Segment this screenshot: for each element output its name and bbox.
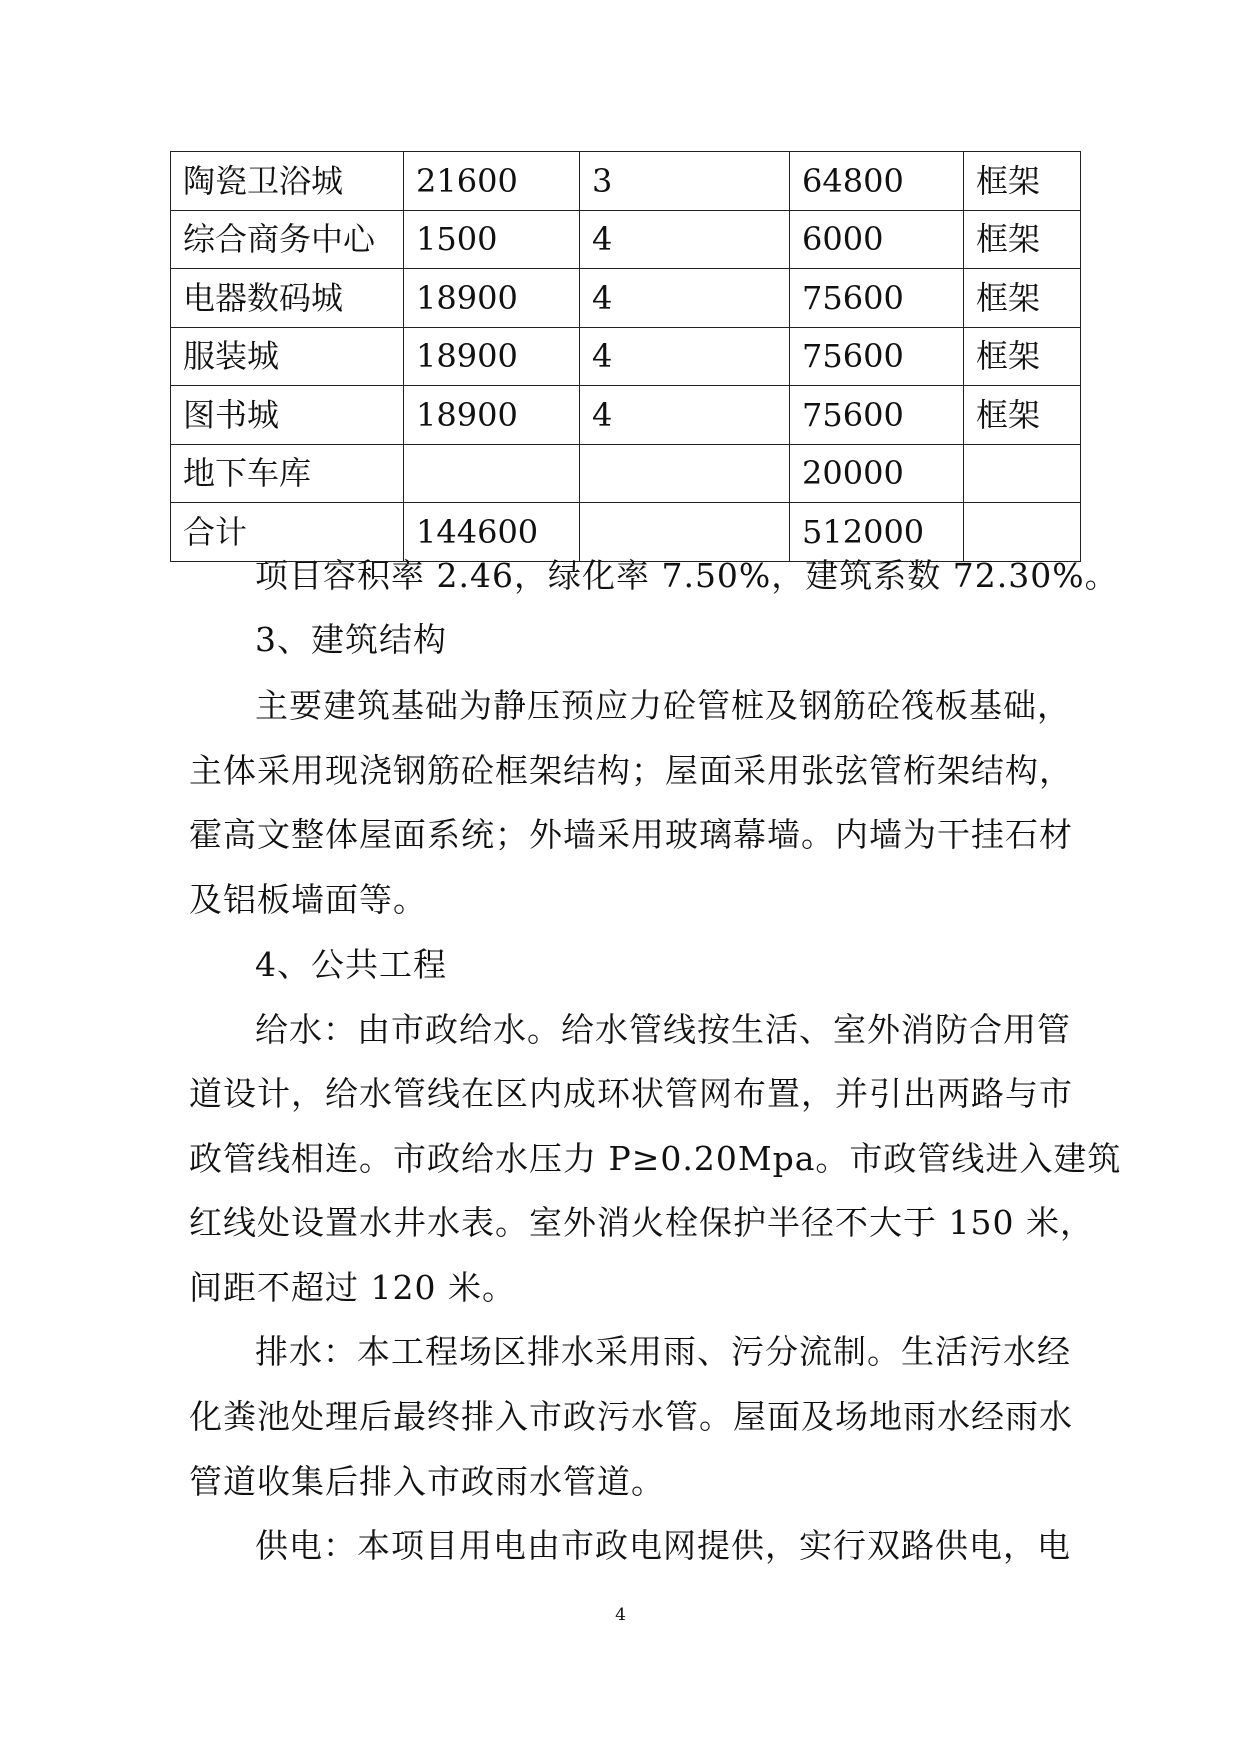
text-line: 霍高文整体屋面系统；外墙采用玻璃幕墙。内墙为干挂石材 [189, 815, 1073, 854]
building-name-cell: 地下车库 [171, 444, 404, 503]
text-line: 红线处设置水井水表。室外消火栓保护半径不大于 150 米， [189, 1203, 1094, 1242]
footprint-area-cell: 1500 [404, 210, 580, 269]
table-row [171, 444, 1081, 503]
table-total-row [171, 503, 1081, 562]
text-line: 及铝板墙面等。 [189, 880, 427, 919]
text-line: 供电：本项目用电由市政电网提供，实行双路供电，电 [255, 1526, 1071, 1565]
floor-area-cell: 75600 [790, 386, 964, 445]
floors-cell: 3 [580, 152, 790, 211]
text-line: 化粪池处理后最终排入市政污水管。屋面及场地雨水经雨水 [189, 1397, 1073, 1436]
text-line: 排水：本工程场区排水采用雨、污分流制。生活污水经 [255, 1332, 1071, 1371]
table-row [171, 327, 1081, 386]
text-line: 管道收集后排入市政雨水管道。 [189, 1462, 665, 1501]
floor-area-cell: 75600 [790, 269, 964, 328]
text-line: 主要建筑基础为静压预应力砼管桩及钢筋砼筏板基础， [255, 686, 1071, 725]
floor-area-cell: 20000 [790, 444, 964, 503]
floors-cell [580, 503, 790, 562]
table-row [171, 152, 1081, 211]
text-line: 主体采用现浇钢筋砼框架结构；屋面采用张弦管桁架结构， [189, 751, 1073, 790]
floor-area-cell: 512000 [790, 503, 964, 562]
footprint-area-cell: 144600 [404, 503, 580, 562]
structure-cell: 框架 [964, 327, 1081, 386]
floors-cell: 4 [580, 386, 790, 445]
text-line: 道设计，给水管线在区内成环状管网布置，并引出两路与市 [189, 1074, 1073, 1113]
table-row [171, 386, 1081, 445]
footprint-area-cell [404, 444, 580, 503]
floors-cell: 4 [580, 210, 790, 269]
building-name-cell: 综合商务中心 [171, 210, 404, 269]
structure-cell: 框架 [964, 210, 1081, 269]
table-row [171, 210, 1081, 269]
floor-area-cell: 75600 [790, 327, 964, 386]
floor-area-cell: 64800 [790, 152, 964, 211]
text-line: 间距不超过 120 米。 [189, 1268, 516, 1307]
building-name-cell: 陶瓷卫浴城 [171, 152, 404, 211]
floor-area-cell: 6000 [790, 210, 964, 269]
floors-cell: 4 [580, 269, 790, 328]
text-line-ratio-summary: 项目容积率 2.46，绿化率 7.50%，建筑系数 72.30%。 [255, 556, 1119, 595]
footprint-area-cell: 21600 [404, 152, 580, 211]
section-heading-public-works: 4、公共工程 [255, 945, 447, 984]
structure-cell: 框架 [964, 152, 1081, 211]
structure-cell [964, 503, 1081, 562]
text-line: 政管线相连。市政给水压力 P≥0.20Mpa。市政管线进入建筑 [189, 1139, 1122, 1178]
section-heading-building-structure: 3、建筑结构 [255, 620, 447, 659]
structure-cell: 框架 [964, 269, 1081, 328]
table-row [171, 269, 1081, 328]
structure-cell: 框架 [964, 386, 1081, 445]
footprint-area-cell: 18900 [404, 386, 580, 445]
building-area-table-wrap [170, 151, 1081, 562]
building-name-cell: 图书城 [171, 386, 404, 445]
text-line: 给水：由市政给水。给水管线按生活、室外消防合用管 [255, 1010, 1071, 1049]
building-name-cell: 服装城 [171, 327, 404, 386]
footprint-area-cell: 18900 [404, 269, 580, 328]
building-name-cell: 电器数码城 [171, 269, 404, 328]
building-area-table [170, 151, 1081, 562]
floors-cell: 4 [580, 327, 790, 386]
building-name-cell: 合计 [171, 503, 404, 562]
structure-cell [964, 444, 1081, 503]
footprint-area-cell: 18900 [404, 327, 580, 386]
floors-cell [580, 444, 790, 503]
page-number: 4 [615, 1605, 626, 1625]
